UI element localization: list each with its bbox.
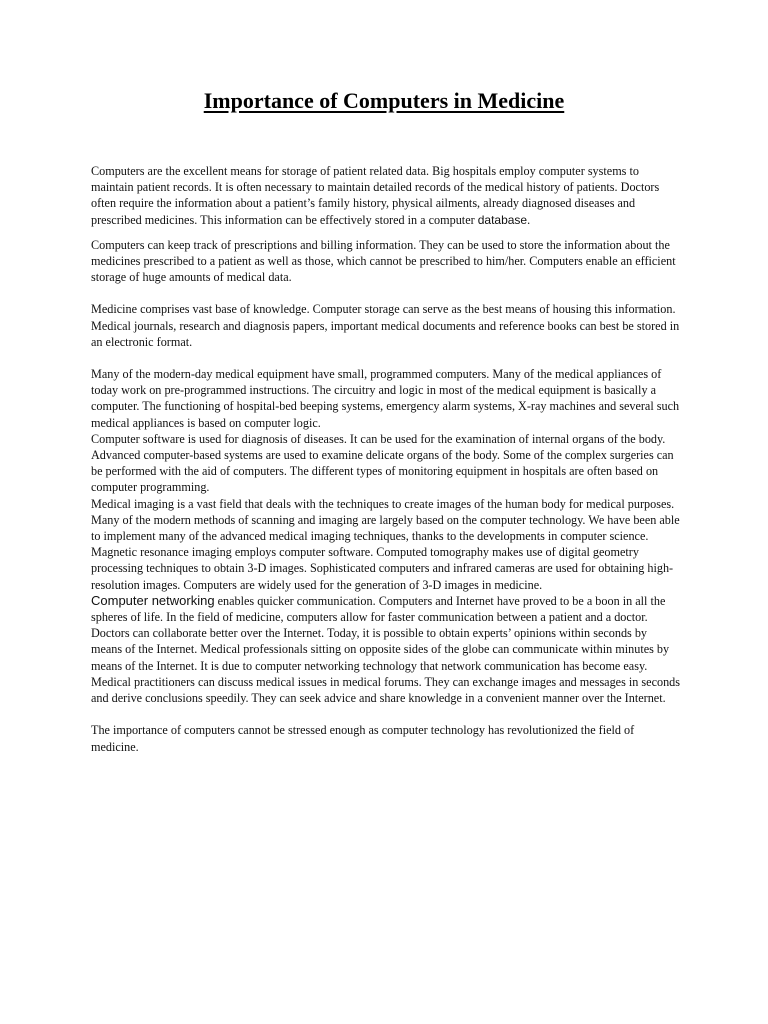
document-body	[91, 163, 681, 755]
paragraph-networking-text: enables quicker communication. Computers and Internet have proved to be a boon in all the spheres of life. In the field of medicine, computers allow for faster communication between a patient and a doctor. Doctors can collaborate better over the Internet. Today, it is possible to obtain experts’ opinions within seconds by means of the Internet. Medical professionals sitting on opposite sides of the globe can communicate within minutes by means of the Internet. It is due to computer networking technology that network communication has become easy. Medical practitioners can discuss medical issues in medical forums. They can exchange images and messages in seconds and derive conclusions speedily. They can seek advice and share knowledge in a convenient manner over the Internet.	[91, 593, 680, 706]
paragraph-networking-head: Computer networking	[91, 592, 215, 608]
paragraph-diagnosis: Computer software is used for diagnosis of diseases. It can be used for the examination of internal organs of the body. Advanced computer-based systems are used to examine delicate organs of the body. Some of the complex surgeries can be performed with the aid of computers. The different types of monitoring equipment in hospitals are often based on computer programming.	[91, 431, 674, 495]
paragraph-storage-end: .	[527, 212, 531, 227]
document-title: Importance of Computers in Medicine	[203, 88, 565, 113]
paragraph-conclusion: The importance of computers cannot be stressed enough as computer technology has revolutionized the field of medicine.	[91, 723, 635, 754]
paragraph-knowledge: Medicine comprises vast base of knowledge. Computer storage can serve as the best means of housing this information. Medical journals, research and diagnosis papers, important medical documents and reference books can best be stored in an electronic format.	[91, 302, 680, 349]
paragraph-storage-text: Computers are the excellent means for storage of patient related data. Big hospitals employ computer systems to maintain patient records. It is often necessary to maintain detailed records of the medical history of patients. Doctors often require the information about a patient’s family history, physical ailments, already diagnosed diseases and prescribed medicines. This information can be effectively stored in a computer	[91, 164, 660, 227]
paragraph-storage	[91, 163, 681, 228]
paragraph-networking	[91, 593, 681, 706]
paragraph-storage-database: database	[477, 212, 528, 227]
paragraph-prescriptions: Computers can keep track of prescriptions and billing information. They can be used to store the information about the medicines prescribed to a patient as well as those, which cannot be prescribed to him/her. Computers enable an efficient storage of huge amounts of medical data.	[91, 237, 676, 285]
paragraph-equipment: Many of the modern-day medical equipment have small, programmed computers. Many of the medical appliances of today work on pre-programmed instructions. The circuitry and logic in most of the medical equipment is basically a computer. The functioning of hospital-bed beeping systems, emergency alarm systems, X-ray machines and several such medical appliances is based on computer logic.	[91, 367, 680, 430]
paragraph-imaging: Medical imaging is a vast field that deals with the techniques to create images of the human body for medical purposes. Many of the modern methods of scanning and imaging are largely based on the computer technology. We have been able to implement many of the advanced medical imaging techniques, thanks to the developments in computer science. Magnetic resonance imaging employs computer software. Computed tomography makes use of digital geometry processing techniques to obtain 3-D images. Sophisticated computers and infrared cameras are used for obtaining high-resolution images. Computers are widely used for the generation of 3-D images in medicine.	[91, 496, 680, 592]
